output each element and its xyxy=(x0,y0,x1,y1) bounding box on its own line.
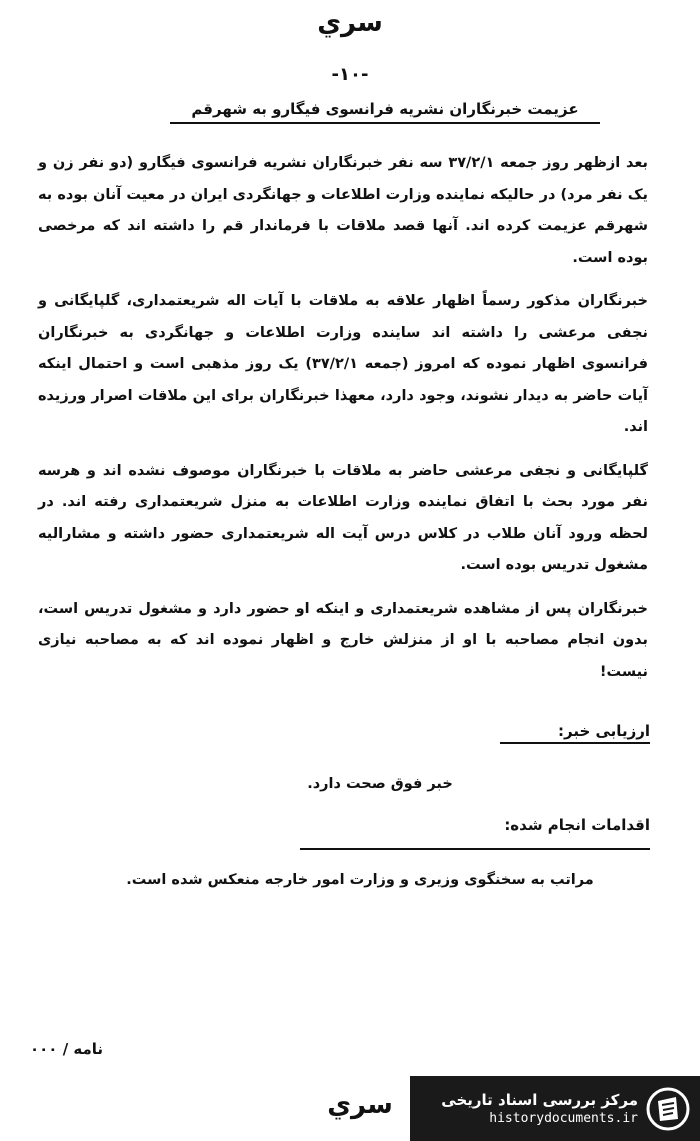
watermark-url: historydocuments.ir xyxy=(489,1110,638,1126)
classification-mark-bottom: سري xyxy=(327,1090,393,1120)
body-paragraph: بعد ازظهر روز جمعه ۳۷/۲/۱ سه نفر خبرنگاران نشریه فرانسوی فیگارو (دو نفر زن و یک نفر مرد) در حالیکه نماینده وزارت اطلاعات و جهانگردی ایران در معیت آنان بوده به شهرقم عزیمت کرده اند. آنها قصد ملاقات با فرماندار قم را داشته اند که مرخصی بوده است. xyxy=(38,155,649,266)
letter-number: نامه / ۰۰۰ xyxy=(30,1040,104,1058)
body-paragraph: خبرنگاران پس از مشاهده شریعتمداری و اینکه او حضور دارد و مشغول تدریس است، بدون انجام مصاحبه با او از منزلش خارج و اظهار نموده اند که به مصاحبه نیازی نیست! xyxy=(38,600,648,680)
divider xyxy=(500,742,650,744)
watermark-name: مرکز بررسی اسناد تاریخی xyxy=(441,1090,638,1109)
document-center-logo-icon xyxy=(646,1087,690,1131)
divider xyxy=(300,848,650,850)
actions-label: اقدامات انجام شده: xyxy=(504,816,650,834)
document-number: -۱۰- xyxy=(331,64,369,85)
body-paragraph: گلپایگانی و نجفی مرعشی حاضر به ملاقات با خبرنگاران موصوف نشده اند و هرسه نفر مورد بحث با اتفاق نماینده وزارت اطلاعات به منزل شریعتمداری رفته اند. در لحظه ورود آنان طلاب در کلاس درس آیت اله شریعتمداری حضور داشته و مشارالیه مشغول تدریس بوده است. xyxy=(38,462,648,573)
watermark xyxy=(410,1076,700,1141)
classification-mark-top: سري xyxy=(317,8,383,38)
footnote: مراتب به سخنگوی وزیری و وزارت امور خارجه منعکس شده است. xyxy=(126,872,594,888)
evaluation-text: خبر فوق صحت دارد. xyxy=(307,776,453,792)
document-body xyxy=(38,148,648,700)
body-paragraph: خبرنگاران مذکور رسماً اظهار علاقه به ملاقات با آیات اله شریعتمداری، گلپایگانی و نجفی مرعشی را داشته اند ساینده وزارت اطلاعات و جهانگردی به خبرنگاران فرانسوی اظهار نموده که امروز (جمعه ۳۷/۲/۱) یک روز مذهبی است و احتمال اینکه آیات حاضر به دیدار نشوند، وجود دارد، معهذا خبرنگاران برای این ملاقات اصرار ورزیده اند. xyxy=(38,293,648,435)
document-title: عزیمت خبرنگاران نشریه فرانسوی فیگارو به شهرقم xyxy=(170,100,600,124)
evaluation-label: ارزیابی خبر: xyxy=(558,722,650,740)
